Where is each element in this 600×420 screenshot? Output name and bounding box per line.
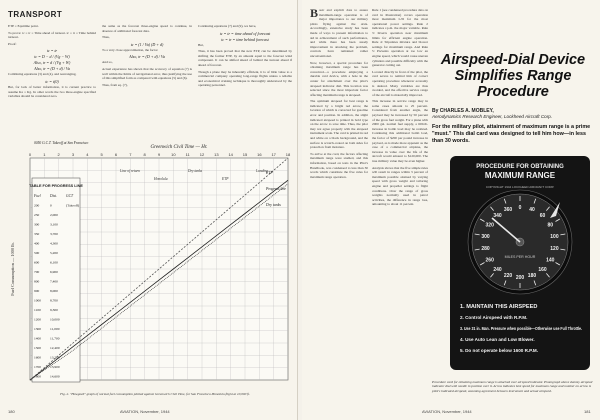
- progress-table-cell: 11,700: [50, 336, 60, 341]
- progress-table-cell: 1000: [34, 298, 41, 303]
- progress-table-cell: 3,100: [50, 222, 58, 227]
- dial-number: 240: [493, 266, 502, 273]
- x-tick-label: 0: [28, 152, 32, 157]
- x-tick-label: 3: [71, 152, 75, 157]
- chart-annotation: Landing: [256, 169, 268, 173]
- progress-table-cell: 600: [34, 260, 40, 265]
- progress-table-cell: 900: [34, 289, 40, 293]
- progress-table-cell: 400: [34, 241, 40, 246]
- progress-table-cell: 250: [34, 213, 40, 217]
- progress-table-cell: 1400: [34, 336, 41, 341]
- paragraph: Proof:: [8, 41, 17, 46]
- progress-table-cell: 8,000: [50, 289, 58, 293]
- paragraph: Thus, from eq. (7),: [102, 82, 128, 87]
- paragraph: To arrive at the card, the factors affecting maximum range were studied, and this information, based on tests in the Pilot's Handbook, was condensed to less than 30 words which constitute the five rules for maximum range operation.: [310, 151, 368, 179]
- progress-table-cell: 10,000: [50, 317, 60, 322]
- card-rule: 1. MAINTAIN THIS AIRSPEED: [460, 304, 538, 310]
- photo-caption: Procedure card for obtaining maximum range is attached over airspeed indicator. Photograph above dummy airspeed indicator dial with needle in position over it. Arrow indicates best speed for maximum range and number on arrow is pilot's indicated airspeed, assuming agreement between instrument and actual airspeed.: [432, 380, 593, 393]
- article-column-2: [372, 8, 428, 408]
- progress-table-header: GCT: [66, 194, 73, 198]
- paragraph: Now, however, a special procedure for obtaining maximum range has been conceived—a procedure employing a durable card device, with a hole in the center for attachment over the pilot's airspeed indicator dial. This location was selected since the most important factor affecting maximum range is airspeed.: [310, 60, 368, 97]
- dial-number: 60: [539, 213, 546, 220]
- paragraph: But,: [198, 42, 204, 47]
- progress-table-cell: 700: [34, 270, 40, 274]
- progress-table-cell: 500: [34, 251, 40, 255]
- x-tick-label: 15: [242, 152, 248, 157]
- formula: tc = D − d / (Vg − W): [34, 54, 70, 60]
- column-3: [198, 24, 292, 136]
- dial-number: 340: [493, 213, 502, 220]
- card-rule: 2. Control Airspeed with R.P.M.: [460, 315, 528, 320]
- article-headline: Airspeed-Dial Device Simplifies Range Procedure: [440, 52, 586, 100]
- page-number: 180: [8, 409, 15, 414]
- section-title: TRANSPORT: [8, 10, 63, 19]
- chart-top-note: 0050 G.C.T. Takeoff at San Francisco: [34, 141, 89, 145]
- formula: tc = tr: [46, 48, 58, 54]
- dial-number: 140: [546, 257, 555, 264]
- article-deck: For the military pilot, attainment of maximum range is a prime "must." This dial card was designed to tell him how—in less than 30 words.: [432, 124, 591, 144]
- chart-svg: [8, 140, 292, 388]
- dial-number: 180: [527, 272, 537, 279]
- chart-title: Greenwich Civil Time — Hr.: [150, 145, 208, 150]
- paragraph: the same as the forecast three-engine speed to continue, in absence of additional forecast data.: [102, 24, 192, 33]
- formula: Also, tr = d / (Vg + W): [33, 60, 71, 66]
- x-tick-label: 18: [285, 152, 291, 157]
- paragraph: Combining equations (3) and (4), and rearranging,: [8, 72, 77, 77]
- progress-table-cell: 2,000: [50, 213, 58, 217]
- paragraph: Located directly in front of the pilot, the card serves to remind him of correct operating procedure whenever economy is desired. Many variables are thus avoided, and the effective service range of the aircraft is materially improved.: [372, 69, 428, 97]
- progress-table-cell: 1100: [34, 308, 41, 312]
- paragraph: ETP = Equitime point.: [8, 24, 39, 28]
- series-label: Progress line: [266, 187, 287, 192]
- dial-number: 320: [485, 222, 494, 229]
- paragraph: And so,: [102, 60, 113, 65]
- dial-number: 0: [518, 205, 522, 211]
- series-label: ETP: [266, 171, 273, 175]
- column-2: [102, 24, 192, 136]
- x-tick-label: 17: [271, 152, 276, 157]
- progress-table-title: TABLE FOR PROGRESS LINE: [29, 184, 83, 188]
- progress-table-cell: 6,900: [50, 270, 58, 274]
- left-page: [0, 0, 298, 420]
- x-tick-label: 5: [100, 152, 103, 157]
- formula: tc = tr = time ahead of forecast: [219, 30, 271, 36]
- formula: tc = (1 / Va) (D + d): [130, 41, 164, 47]
- formula: tc = tr = time behind forecast: [221, 36, 269, 42]
- howgozit-chart: [8, 140, 292, 388]
- card-title: PROCEDURE FOR OBTAINING: [476, 164, 564, 170]
- dial-number: 220: [503, 272, 513, 279]
- paragraph: Though a plane may be inherently efficient, it is of little value to a commercial company operating long-range flights unless a reliable and economical cruising technique is thoroughly understood by the operating personnel.: [198, 69, 292, 88]
- dial-number: 40: [529, 207, 535, 214]
- paragraph: Continuing equations (7) and (9), we have,: [198, 24, 257, 28]
- progress-table-cell: (Takeoff): [66, 203, 80, 208]
- dial-number: 100: [550, 233, 559, 240]
- x-tick-label: 11: [185, 152, 190, 157]
- dial-center-label: MILES PER HOUR: [504, 255, 536, 259]
- paragraph: But, for lack of better information, it is current practice to assume Ka = Kg. In other words the two three-engine specified variables should be considered zero.: [8, 84, 96, 99]
- progress-table-cell: 9,300: [50, 308, 58, 312]
- page-footer: AVIATION, November, 1944: [120, 409, 170, 414]
- procedure-card-svg: [450, 156, 590, 370]
- paragraph: This increase in service range may in some cases amount to 25 percent. Considered from another angle, the payload may be increased by 50 percent of the gross fuel weight. For a plane with 2000 gal. normal fuel supply, a 600-lb. increase in bomb load may be realized. Continuing this additional bomb load, the factor of $200 per pound increase in payload, as is made more apparent as the case of a commercial airplane, the increase in value over the life of the aircraft would amount to $120,000. The true military value may be even higher.: [372, 99, 428, 163]
- column-1: [8, 24, 96, 136]
- x-tick-label: 6: [114, 152, 118, 157]
- card-subtitle: MAXIMUM RANGE: [484, 171, 556, 180]
- formula: tc = t(0): [45, 78, 59, 84]
- dial-number: 120: [550, 246, 559, 253]
- progress-table-cell: 300: [34, 222, 40, 227]
- dial-number: 360: [503, 207, 513, 214]
- x-tick-label: 12: [199, 152, 205, 157]
- byline: [432, 108, 594, 120]
- progress-table-cell: 3,700: [50, 232, 58, 236]
- progress-table-cell: 8,700: [50, 298, 58, 303]
- chart-caption: Fig. 2. "Howgozit" graph of normal fuel consumption plotted against Greenwich Civil Time, for San Francisco-Honolulu flight at 10,000 ft.: [60, 392, 250, 396]
- formula: Also, tr = (D + d) / Va: [34, 66, 70, 72]
- chart-annotation: Honolulu: [154, 177, 168, 181]
- chart-annotation: Dry tanks: [188, 169, 203, 173]
- paragraph: To prove: tc = tr = Time ahead of turnout. tc = tr = Time behind turnout.: [8, 30, 96, 40]
- x-tick-label: 9: [157, 152, 161, 157]
- paragraph: Thus, it has been proved that the new ETP, can be determined by shifting the former ETP, by an amount equal to the forecast wind component. It can be shifted ahead of behind the turnout ahead if ahead of forecast.: [198, 49, 292, 67]
- card-rule: 5. Do not operate below 1600 R.P.M.: [460, 348, 539, 353]
- x-tick-label: 1: [43, 152, 46, 157]
- progress-table-cell: 0: [50, 203, 52, 208]
- progress-table-cell: 1700: [34, 365, 41, 369]
- card-copyright: COPYRIGHT 1944 LOCKHEED AIRCRAFT CORP.: [485, 185, 555, 189]
- dial-number: 200: [515, 275, 525, 281]
- y-axis-label: Fuel Consumption — 1000 lb.: [10, 242, 15, 296]
- progress-table-cell: 800: [34, 279, 40, 284]
- progress-table-cell: 200: [34, 203, 40, 208]
- progress-table-cell: 11,000: [50, 327, 60, 331]
- right-page: [302, 0, 600, 420]
- page-number: 181: [584, 409, 591, 414]
- dial-number: 80: [547, 222, 554, 229]
- progress-table-cell: 13,900: [50, 365, 60, 369]
- x-tick-label: 8: [143, 152, 146, 157]
- card-rule: 4. Use Auto Lean and Low Blower.: [460, 337, 535, 342]
- progress-table-cell: 1500: [34, 346, 41, 350]
- x-tick-label: 13: [214, 152, 219, 157]
- chart-annotation: ETP: [222, 177, 229, 181]
- byline-name: By CHARLES A. MOBLEY,: [432, 108, 494, 114]
- dial-number: 280: [481, 246, 490, 253]
- byline-title: Aerodynamics Research Engineer, Lockheed Aircraft Corp.: [432, 114, 553, 119]
- progress-table-cell: 350: [34, 232, 40, 236]
- procedure-card: [450, 156, 590, 370]
- chart-annotation: Line of return: [120, 169, 140, 173]
- x-tick-label: 14: [228, 152, 233, 157]
- progress-table-cell: 1600: [34, 355, 41, 360]
- progress-table-cell: 1200: [34, 317, 41, 322]
- progress-table-header: Dist.: [50, 194, 57, 198]
- x-tick-label: 7: [129, 152, 132, 157]
- progress-table-cell: 1300: [34, 327, 41, 331]
- progress-table-cell: 1800: [34, 374, 41, 379]
- paragraph: Actual experience has shown that the accuracy of equation (7) is well within the limits of navigational error, thus justifying the use of this simplified form as compared with equations (5) and (6).: [102, 66, 192, 81]
- progress-table-header: Fuel: [34, 194, 41, 198]
- card-rule: 3. Use 31 in. Man. Pressure when possible—Otherwise use Full Throttle.: [460, 326, 582, 331]
- dial-number: 260: [485, 257, 494, 264]
- progress-table-cell: 7,400: [50, 279, 58, 284]
- x-tick-label: 4: [86, 152, 89, 157]
- progress-table-cell: 12,400: [50, 346, 60, 350]
- progress-table-cell: 14,600: [50, 374, 60, 379]
- series-label: Dry tanks: [266, 202, 281, 207]
- progress-table-cell: 13,200: [50, 355, 60, 360]
- drop-cap: B: [310, 8, 319, 20]
- progress-table-cell: 5,200: [50, 251, 58, 255]
- x-tick-label: 16: [257, 152, 262, 157]
- paragraph: Analysis shows that the five simple rules will result in ranges within 3 percent of maximum possible attained by varying speed with gross weight and tailoring engine and propeller settings to flight conditions. Over the range of gross weights normally used in patrol activities, the difference in range loss, amounting to about 11 percent.: [372, 165, 428, 207]
- lead-paragraph: Basic and explicit data to assure maximum-range operation is of major importance to our military pilots flying against the Axis. Accordingly, extensive study has been made of ways to present information to aid in achievement of such performance, and while there has been steady improvement in attacking the problem, controls have remained rather unconventional.: [310, 8, 368, 58]
- x-tick-label: 2: [57, 152, 60, 157]
- paragraph: To a very close approximation, the factor: [102, 47, 158, 52]
- paragraph: The optimum airspeed for best range is indicated by a bright red arrow, the location of which is corrected for gasoline error and position. In addition, the slight indicated airspeed is printed in bold type on the arrow to save time. Thus, the pilot may not agree properly with the airspeed instrument scale. The card is printed in red and white on a black background, and the surface is scratch-coated on both sides for protection from moisture.: [310, 99, 368, 150]
- dial-number: 160: [538, 266, 547, 273]
- dial-number: 300: [481, 233, 490, 240]
- page-footer: AVIATION, November, 1944: [422, 409, 472, 414]
- progress-table-cell: 6,100: [50, 260, 58, 265]
- article-column-1: [310, 8, 368, 408]
- progress-table-cell: 4,300: [50, 241, 58, 246]
- paragraph: Rule 1 (see condensed procedure data on card in illustration) covers operation most maximum L/D for the most operational power settings. Rule 2 indicates r.p.m. the major variable. Rule 3: Inverts operation near maximum limits for efficient engine operation. Rule 4: Stipulates mixture and blower settings for maximum range. And Rule 5: Prevents operation at too low an engine speed, which would cause uneven cylinders and possible difficulty with the generator cutting out.: [372, 8, 428, 68]
- x-tick-label: 10: [171, 152, 176, 157]
- paragraph: Thus,: [102, 35, 110, 40]
- formula: Also, tr = (D + d) / Va: [129, 54, 165, 60]
